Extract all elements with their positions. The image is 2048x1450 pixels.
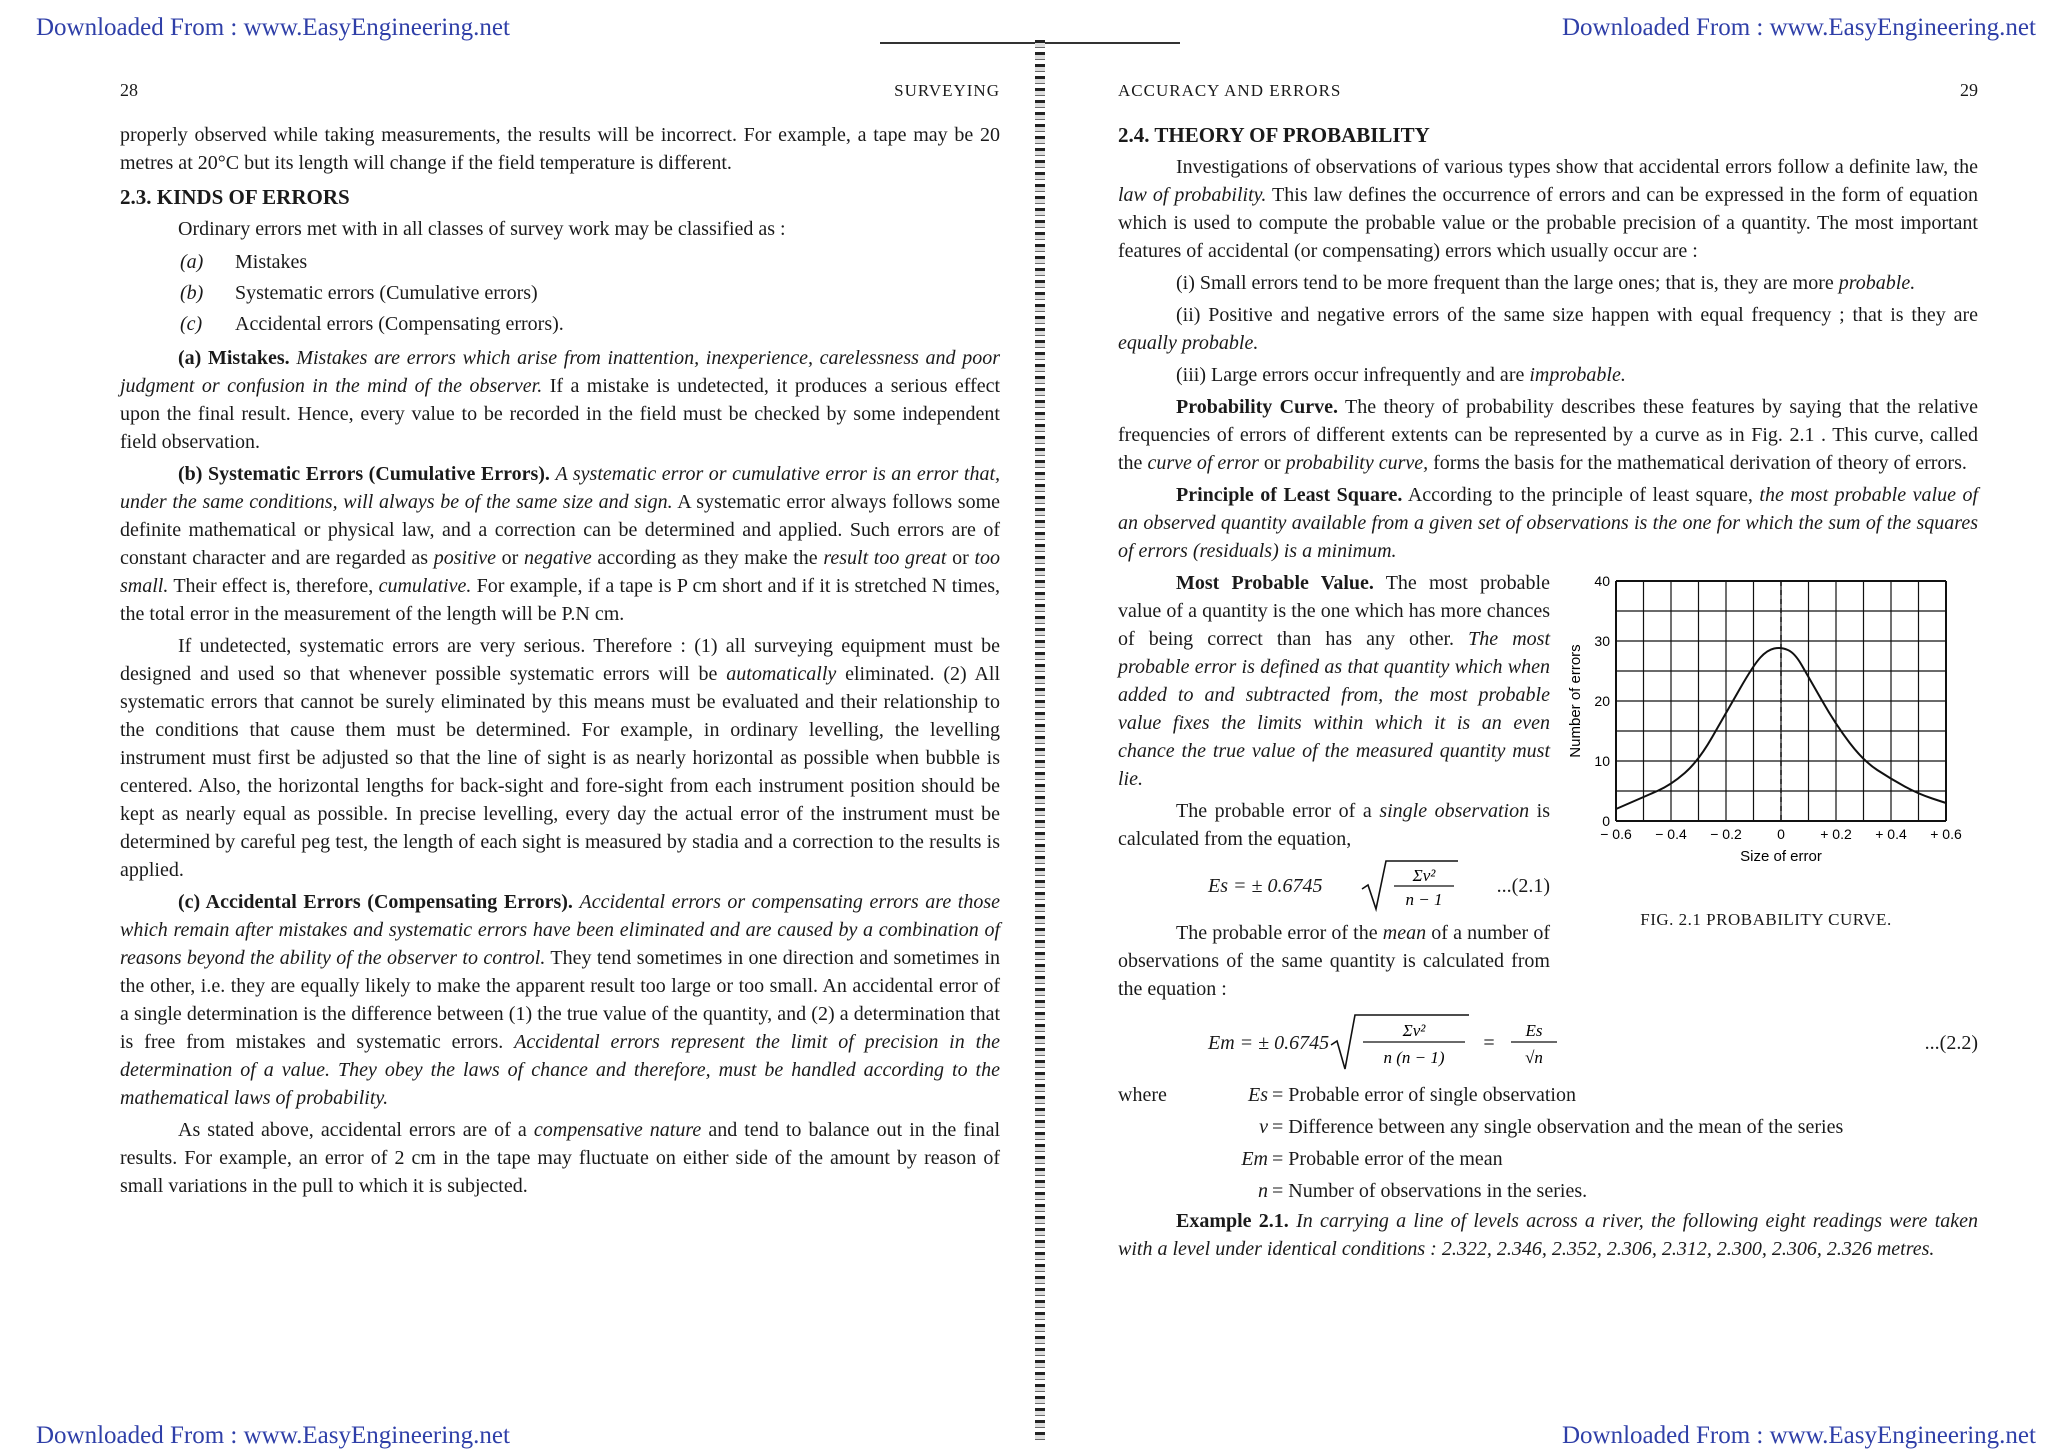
- mpv-text-column: [1118, 569, 1550, 1007]
- most-probable-value-paragraph: Most Probable Value. The most probable value of a quantity is the one which has more chances of being correct than has any other. The most probable error is defined as that quantity which when added to and subtracted from, the most probable value fixes the limits within which it is an even chance the true value of the measured quantity must lie.: [1118, 572, 1551, 790]
- mistakes-paragraph: (a) Mistakes. Mistakes are errors which arise from inattention, inexperience, carelessness and poor judgment or confusion in the mind of the observer. If a mistake is undetected, it produces a serious effect upon the final result. Hence, every value to be recorded in the field must be checked by some independent field observation.: [120, 347, 1001, 453]
- feature-1: (i) Small errors tend to be more frequent than the large ones; that is, they are more probable.: [1176, 272, 1916, 294]
- watermark-bottom-right[interactable]: Downloaded From : www.EasyEngineering.net: [1562, 1422, 2036, 1449]
- chart-ticks: [1594, 573, 1962, 842]
- figure-caption: FIG. 2.1 PROBABILITY CURVE.: [1640, 910, 1892, 929]
- eq1-numerator: Σv²: [1412, 866, 1435, 885]
- list-item: n = Number of observations in the series.: [1258, 1180, 1588, 1202]
- x-tick-label: + 0.4: [1875, 826, 1907, 842]
- mpv-with-figure: [1118, 569, 1978, 1007]
- y-tick-label: 10: [1594, 753, 1610, 769]
- y-tick-label: 40: [1594, 573, 1610, 589]
- eq2-denominator: n (n − 1): [1383, 1048, 1445, 1067]
- x-tick-label: + 0.6: [1930, 826, 1962, 842]
- eq2-numerator-2: Es: [1525, 1021, 1543, 1040]
- symbol-definitions: [1118, 1079, 1978, 1207]
- equation-number: ...(2.2): [1924, 1032, 1978, 1054]
- list-item: (a) Mistakes: [180, 251, 308, 273]
- x-tick-label: + 0.2: [1820, 826, 1852, 842]
- investigations-paragraph: Investigations of observations of various types show that accidental errors follow a definite law, the law of probability. This law defines the occurrence of errors and can be expressed in the form of equation which is used to compute the probable value or the probable precision of a quantity. The most important features of accidental (or compensating) errors which usually occur are :: [1118, 156, 1978, 262]
- equation-radical-2: [1329, 1013, 1569, 1073]
- y-tick-label: 30: [1594, 633, 1610, 649]
- equation-2-1: Es = ± 0.6745 Σv² n − 1 ...(2.1): [1118, 859, 1550, 913]
- left-page: [120, 80, 1000, 1389]
- eq2-equals: =: [1483, 1032, 1495, 1054]
- x-tick-label: − 0.4: [1655, 826, 1687, 842]
- stated-paragraph: As stated above, accidental errors are of a compensative nature and tend to balance out in the final results. For example, an error of 2 cm in the tape may fluctuate on either side of the amount by reason of small variations in the pull to which it is subjected.: [120, 1119, 1001, 1197]
- feature-3: (iii) Large errors occur infrequently and are improbable.: [1176, 364, 1626, 386]
- section-heading-kinds: 2.3. KINDS OF ERRORS: [120, 185, 350, 209]
- x-tick-label: − 0.6: [1600, 826, 1632, 842]
- y-tick-label: 20: [1594, 693, 1610, 709]
- book-gutter: [1035, 40, 1045, 1440]
- accidental-paragraph: (c) Accidental Errors (Compensating Errors). Accidental errors or compensating errors are those which remain after mistakes and systematic errors have been eliminated and are caused by a combination of reasons beyond the ability of the observer to control. They tend sometimes in one direction and sometimes in the other, i.e. they are equally likely to make the apparent result too large or too small. An accidental error of a single determination is the difference between (1) the true value of the quantity, and (2) a determination that is free from mistakes and systematic errors. Accidental errors represent the limit of precision in the determination of a value. They obey the laws of chance and therefore, must be handled according to the mathematical laws of probability.: [120, 891, 1001, 1109]
- probable-error-mean-paragraph: The probable error of the mean of a number of observations of the same quantity is calculated from the equation :: [1118, 922, 1551, 1000]
- list-item: v = Difference between any single observation and the mean of the series: [1259, 1116, 1844, 1138]
- probability-curve-chart: [1566, 569, 1966, 899]
- probability-curve-figure: [1566, 569, 1966, 1007]
- list-item: (c) Accidental errors (Compensating errors).: [180, 313, 564, 335]
- eq2-numerator: Σv²: [1402, 1021, 1426, 1040]
- page-number: 28: [120, 80, 138, 100]
- left-header: [120, 80, 1000, 101]
- example-paragraph: Example 2.1. In carrying a line of levels across a river, the following eight readings were taken with a level under identical conditions : 2.322, 2.346, 2.352, 2.306, 2.312, 2.300, 2.306, 2.326 metres.: [1118, 1210, 1978, 1260]
- list-item: (b) Systematic errors (Cumulative errors): [180, 282, 538, 304]
- section-heading-theory: 2.4. THEORY OF PROBABILITY: [1118, 123, 1430, 147]
- equation-radical: [1360, 859, 1460, 913]
- y-tick-label: 0: [1602, 813, 1610, 829]
- list-item: where Es = Probable error of single observation: [1118, 1084, 1576, 1106]
- ordinary-paragraph: Ordinary errors met with in all classes of survey work may be classified as :: [178, 218, 786, 240]
- eq2-denominator-2: √n: [1525, 1048, 1544, 1067]
- feature-2: (ii) Positive and negative errors of the same size happen with equal frequency ; that is they are equally probable.: [1118, 304, 1978, 354]
- watermark-top-left[interactable]: Downloaded From : www.EasyEngineering.net: [36, 14, 510, 41]
- gutter-rule: [880, 42, 1180, 44]
- right-page: [1118, 80, 1978, 1389]
- least-square-paragraph: Principle of Least Square. According to the principle of least square, the most probable value of an observed quantity available from a given set of observations is the one for which the sum of the squares of errors (residuals) is a minimum.: [1118, 484, 1979, 562]
- y-axis-label: Number of errors: [1567, 644, 1584, 758]
- eq1-denominator: n − 1: [1405, 890, 1443, 909]
- equation-number: ...(2.1): [1496, 875, 1550, 897]
- x-tick-label: 0: [1777, 826, 1785, 842]
- intro-paragraph: properly observed while taking measurements, the results will be incorrect. For example, a tape may be 20 metres at 20°C but its length will change if the field temperature is different.: [120, 124, 1000, 174]
- right-header: [1118, 80, 1978, 101]
- undetected-paragraph: If undetected, systematic errors are very serious. Therefore : (1) all surveying equipment must be designed and used so that whenever possible systematic errors will be automatically eliminated. (2) All systematic errors that cannot be surely eliminated by this means must be evaluated and their relationship to the conditions that cause them must be determined. For example, in ordinary levelling, the levelling instrument must first be adjusted so that the line of sight is as nearly horizontal as possible when bubble is centered. Also, the horizontal lengths for back-sight and fore-sight from each instrument position should be kept as nearly equal as possible. In precise levelling, every day the actual error of the instrument must be determined by careful peg test, the length of each sight is measured by stadia and a correction to the results is applied.: [120, 635, 1001, 881]
- watermark-bottom-left[interactable]: Downloaded From : www.EasyEngineering.net: [36, 1422, 510, 1449]
- kinds-list: [180, 247, 1000, 340]
- equation-2-2: Em = ± 0.6745 Σv² n (n − 1) = Es √n ...(2.2): [1118, 1013, 1978, 1073]
- running-head: SURVEYING: [894, 81, 1000, 100]
- x-axis-label: Size of error: [1740, 848, 1822, 865]
- list-item: Em = Probable error of the mean: [1241, 1148, 1503, 1170]
- systematic-paragraph: (b) Systematic Errors (Cumulative Errors). A systematic error or cumulative error is an error that, under the same conditions, will always be of the same size and sign. A systematic error always follows some definite mathematical or physical law, and a correction can be determined and applied. Such errors are of constant character and are regarded as positive or negative according as they make the result too great or too small. Their effect is, therefore, cumulative. For example, if a tape is P cm short and if it is stretched N times, the total error in the measurement of the length will be P.N cm.: [120, 463, 1001, 625]
- watermark-top-right[interactable]: Downloaded From : www.EasyEngineering.net: [1562, 14, 2036, 41]
- probable-error-paragraph: The probable error of a single observation is calculated from the equation,: [1118, 800, 1551, 850]
- running-head: ACCURACY AND ERRORS: [1118, 81, 1342, 100]
- page-number: 29: [1960, 80, 1978, 100]
- probability-curve-paragraph: Probability Curve. The theory of probability describes these features by saying that the relative frequencies of errors of different extents can be represented by a curve as in Fig. 2.1 . This curve, called the curve of error or probability curve, forms the basis for the mathematical derivation of theory of errors.: [1118, 396, 1979, 474]
- x-tick-label: − 0.2: [1710, 826, 1742, 842]
